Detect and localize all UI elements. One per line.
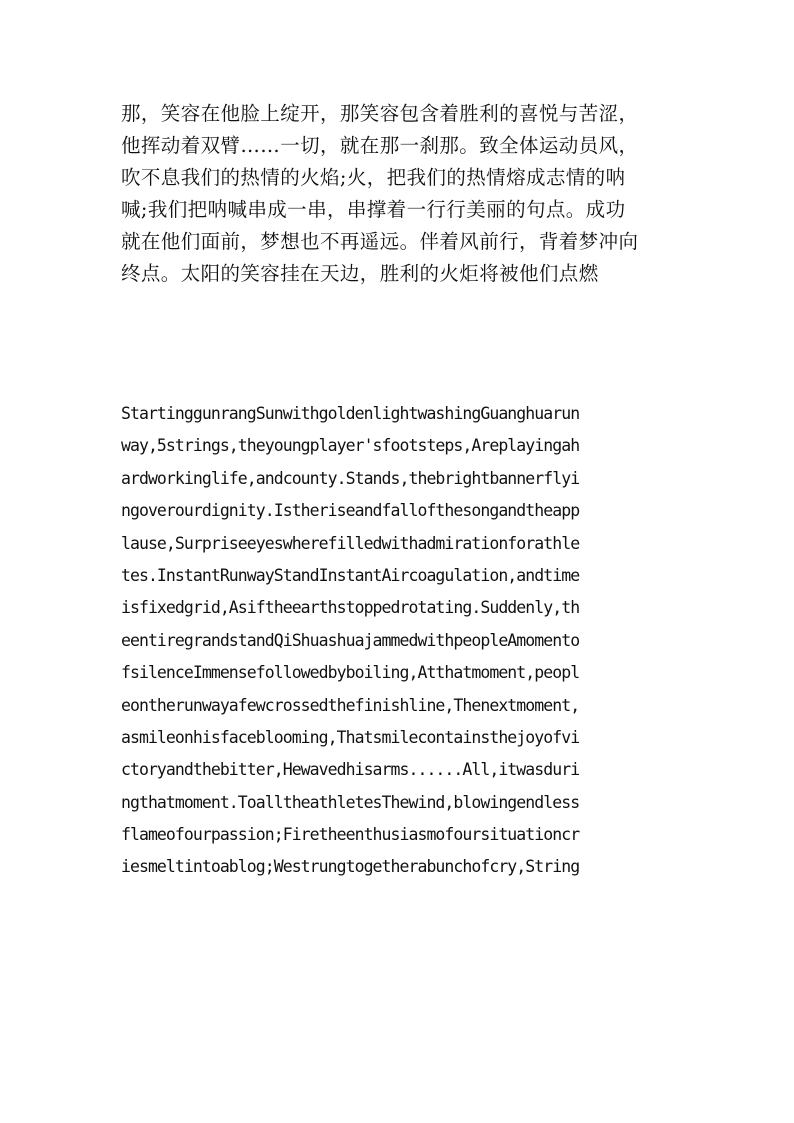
english-line: isfixedgrid,Asiftheearthstoppedrotating.Suddenly,th (121, 598, 580, 618)
english-line: iesmeltintoablog;Westrungtogetherabunchofcry,String (121, 857, 580, 877)
english-line: ctoryandthebitter,Hewavedhisarms......All,itwasduri (121, 760, 580, 780)
english-line: eentiregrandstandQiShuashuajammedwithpeopleAmomento (121, 630, 580, 650)
english-line: tes.InstantRunwayStandInstantAircoagulation,andtime (121, 565, 580, 585)
english-line: ngthatmoment.ToalltheathletesThewind,blowingendless (121, 792, 580, 812)
chinese-line: 吹不息我们的热情的火焰;火，把我们的热情熔成志情的呐 (121, 166, 626, 189)
english-line: ardworkinglife,andcounty.Stands,thebrightbannerflyi (121, 468, 580, 488)
english-line: way,5strings,theyoungplayer'sfootsteps,Areplayingah (121, 436, 580, 456)
chinese-line: 喊;我们把呐喊串成一串，串撑着一行行美丽的句点。成功 (121, 198, 626, 221)
english-line: flameofourpassion;Firetheenthusiasmofoursituationcr (121, 825, 580, 845)
chinese-line: 终点。太阳的笑容挂在天边，胜利的火炬将被他们点燃 (121, 262, 599, 285)
english-line: eontherunwayafewcrossedthefinishline,Thenextmoment, (121, 695, 580, 715)
english-line: StartinggunrangSunwithgoldenlightwashingGuanghuarun (121, 404, 580, 423)
chinese-line: 他挥动着双臂……一切，就在那一刹那。致全体运动员风， (121, 134, 639, 157)
english-paragraph (121, 398, 691, 884)
english-line: fsilenceImmensefollowedbyboiling,Atthatmoment,peopl (121, 663, 580, 683)
chinese-line: 就在他们面前，梦想也不再遥远。伴着风前行，背着梦冲向 (121, 230, 639, 253)
chinese-line: 那，笑容在他脸上绽开，那笑容包含着胜利的喜悦与苦涩， (121, 102, 639, 125)
english-line: lause,Surpriseeyeswherefilledwithadmirationforathle (121, 533, 580, 553)
english-line: asmileonhisfaceblooming,Thatsmilecontainsthejoyofvi (121, 727, 580, 747)
english-line: ngoverourdignity.Istheriseandfallofthesongandtheapp (121, 501, 580, 521)
chinese-paragraph (121, 98, 691, 290)
